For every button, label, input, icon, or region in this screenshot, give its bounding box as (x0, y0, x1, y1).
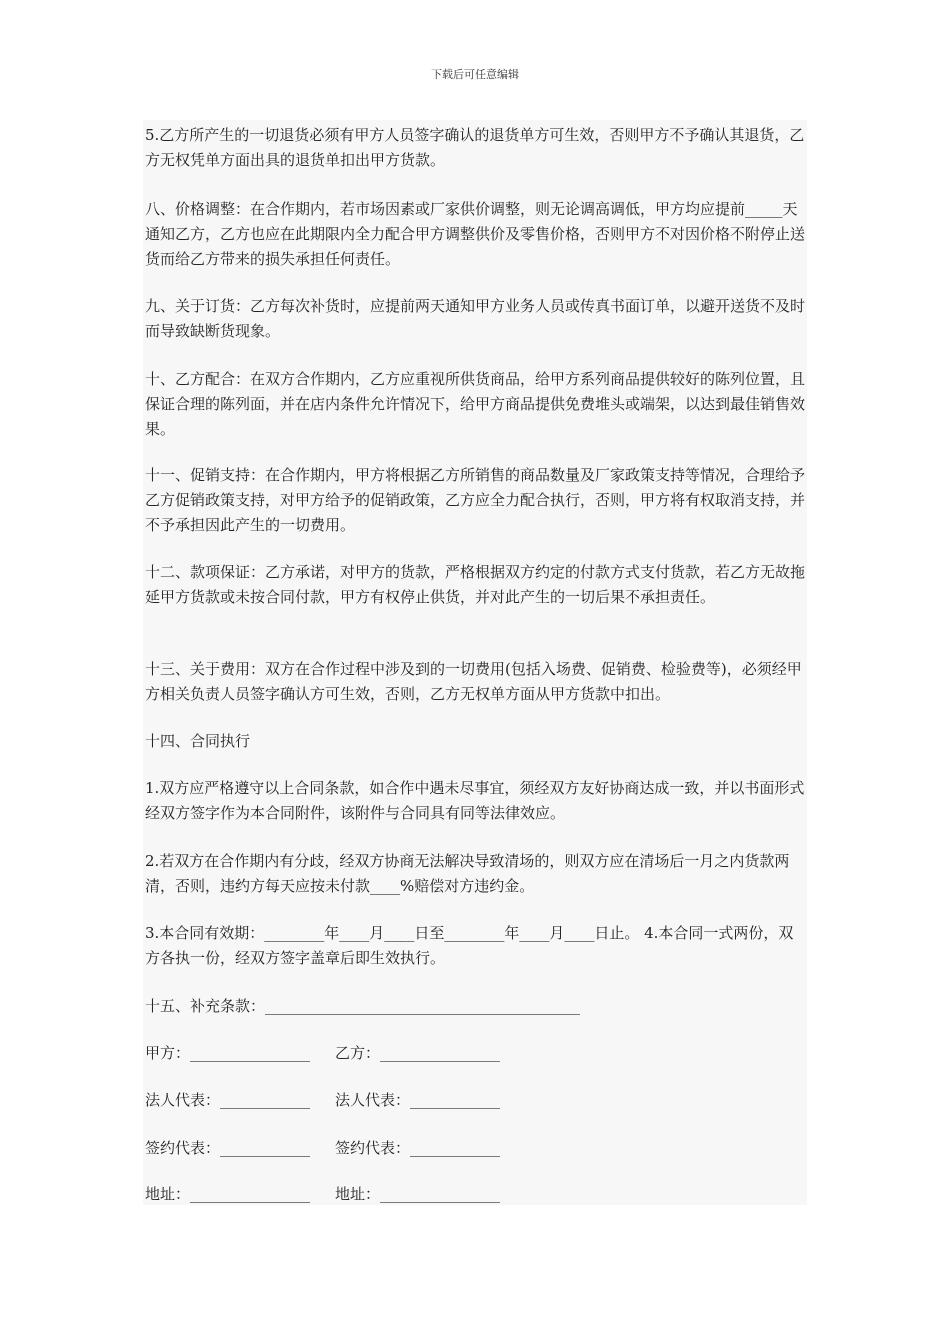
clause-14-item-2: 2.若双方在合作期内有分歧，经双方协商无法解决导致清场的，则双方应在清场后一月之内货款两清，否则，违约方每天应按未付款____%赔偿对方违约金。 (145, 852, 790, 895)
page-header: 下载后可任意编辑 (431, 68, 519, 81)
party-a-legal-rep-field: 法人代表：____________ (145, 1091, 311, 1109)
party-a-field: 甲方：________________ (145, 1044, 311, 1062)
clause-10-cooperation: 十、乙方配合：在双方合作期内，乙方应重视所供货商品，给甲方系列商品提供较好的陈列位置，且保证合理的陈列面，并在店内条件允许情况下，给甲方商品提供免费堆头或端架，以达到最佳销售效果。 (145, 370, 806, 438)
party-b-signing-rep-field: 签约代表：____________ (335, 1139, 501, 1157)
party-b-legal-rep-field: 法人代表：____________ (335, 1091, 501, 1109)
party-b-address-field: 地址：________________ (335, 1185, 501, 1203)
clause-14-item-3-4: 3.本合同有效期：________年____月____日至________年____月____日止。 4.本合同一式两份，双方各执一份，经双方签字盖章后即生效执行。 (145, 924, 794, 967)
clause-12-payment-guarantee: 十二、款项保证：乙方承诺，对甲方的货款，严格根据双方约定的付款方式支付货款，若乙方无故拖延甲方货款或未按合同付款，甲方有权停止供货，并对此产生的一切后果不承担责任。 (145, 563, 806, 606)
clause-14-item-1: 1.双方应严格遵守以上合同条款，如合作中遇未尽事宜，须经双方友好协商达成一致，并以书面形式经双方签字作为本合同附件，该附件与合同具有同等法律效应。 (145, 779, 805, 822)
clause-11-promotion-support: 十一、促销支持：在合作期内，甲方将根据乙方所销售的商品数量及厂家政策支持等情况，合理给予乙方促销政策支持，对甲方给予的促销政策，乙方应全力配合执行，否则，甲方将有权取消支持，并不予承担因此产生的一切费用。 (145, 466, 806, 534)
clause-14-heading: 十四、合同执行 (145, 732, 251, 750)
clause-9-ordering: 九、关于订货：乙方每次补货时，应提前两天通知甲方业务人员或传真书面订单，以避开送货不及时而导致缺断货现象。 (145, 297, 806, 340)
party-b-field: 乙方：________________ (335, 1044, 501, 1062)
clause-8-price-adjustment: 八、价格调整：在合作期内，若市场因素或厂家供价调整，则无论调高调低，甲方均应提前_____天通知乙方，乙方也应在此期限内全力配合甲方调整供价及零售价格，否则甲方不对因价格不附停止送货而给乙方带来的损失承担任何责任。 (145, 200, 806, 268)
clause-15-supplementary: 十五、补充条款：__________________________________________ (145, 997, 581, 1015)
clause-5-returns: 5.乙方所产生的一切退货必须有甲方人员签字确认的退货单方可生效，否则甲方不予确认其退货，乙方无权凭单方面出具的退货单扣出甲方货款。 (145, 126, 805, 169)
party-a-address-field: 地址：________________ (145, 1185, 311, 1203)
document-body (143, 120, 807, 1205)
party-a-signing-rep-field: 签约代表：____________ (145, 1139, 311, 1157)
clause-13-fees: 十三、关于费用：双方在合作过程中涉及到的一切费用(包括入场费、促销费、检验费等)，必须经甲方相关负责人员签字确认方可生效，否则，乙方无权单方面从甲方货款中扣出。 (145, 660, 802, 703)
